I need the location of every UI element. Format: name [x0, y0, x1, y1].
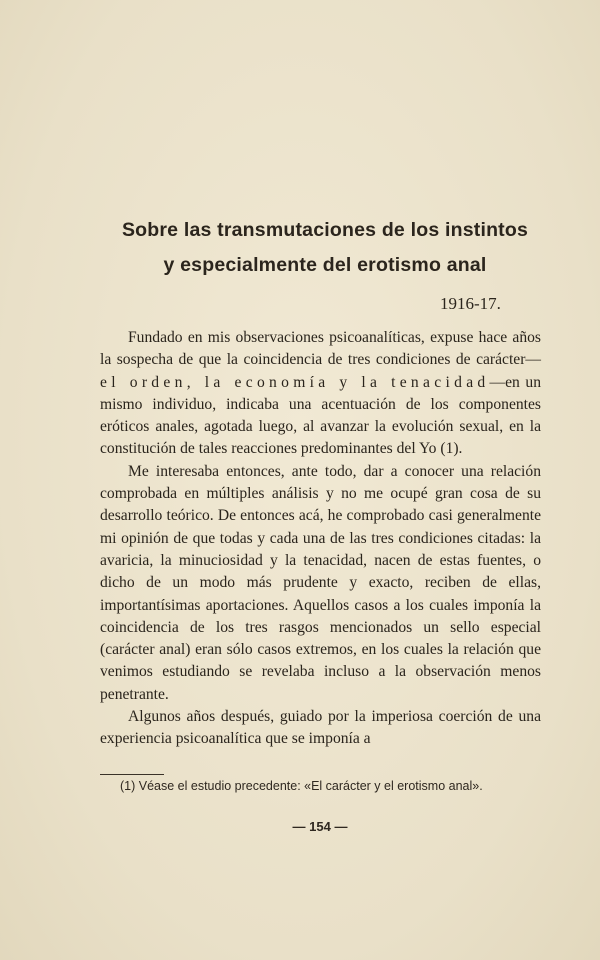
page-number: — 154 — — [292, 819, 348, 834]
footnote-divider — [100, 774, 164, 775]
body-text — [100, 327, 541, 751]
paragraph-1-part-1: Fundado en mis observaciones psicoanalíticas, expuse hace años la sospecha de que la coincidencia de tres condiciones de carácter— — [100, 329, 541, 369]
footnote: (1) Véase el estudio precedente: «El carácter y el erotismo anal». — [120, 779, 483, 793]
paragraph-3: Algunos años después, guiado por la imperiosa coerción de una experiencia psicoanalítica que se imponía a — [100, 708, 541, 748]
paragraph-1-spaced-emphasis: el orden, la economía y la tenacidad — [100, 373, 490, 391]
chapter-date: 1916-17. — [440, 294, 501, 313]
chapter-title-line-2: y especialmente del erotismo anal — [163, 254, 487, 276]
paragraph-1 — [100, 327, 541, 461]
chapter-title-line-1: Sobre las transmutaciones de los instintos — [121, 219, 529, 241]
paragraph-1-part-2: —en un mismo individuo, indicaba una acentuación de los componentes eróticos anales, agotada luego, al avanzar la evolución sexual, en la constitución de tales reacciones predominantes del Yo (1). — [100, 373, 541, 458]
paragraph-2: Me interesaba entonces, ante todo, dar a conocer una relación comprobada en múltiples análisis y no me ocupé gran cosa de su desarrollo teórico. De entonces acá, he comprobado casi generalmente mi opinión de que todas y cada una de las tres condiciones citadas: la avaricia, la minuciosidad y la tenacidad, nacen de estas fuentes, o dicho de un modo más prudente y exacto, reciben de ellas, importantísimas aportaciones. Aquellos casos a los cuales imponía la coincidencia de los tres rasgos mencionados un sello especial (carácter anal) eran sólo casos extremos, en los cuales la relación que venimos estudiando se revelaba incluso a la observación menos penetrante. — [100, 462, 541, 703]
chapter-title — [90, 213, 560, 283]
